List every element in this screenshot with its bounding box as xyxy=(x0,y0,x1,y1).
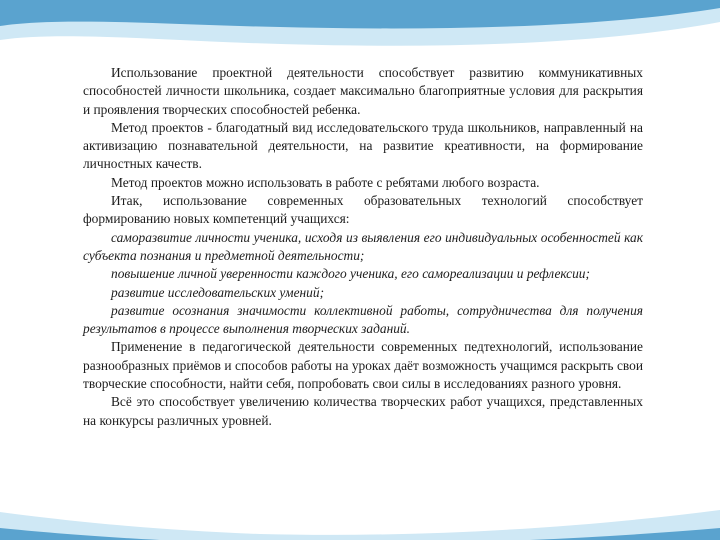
bullet-paragraph: развитие осознания значимости коллективной работы, сотрудничества для получения результатов в процессе выполнения творческих заданий. xyxy=(83,302,643,337)
bottom-wave-light xyxy=(0,510,720,540)
paragraph: Всё это способствует увеличению количества творческих работ учащихся, представленных на конкурсы различных уровней. xyxy=(83,394,643,428)
text-body xyxy=(83,64,643,430)
bullet-paragraph: повышение личной уверенности каждого ученика, его самореализации и рефлексии; xyxy=(111,266,590,282)
paragraph: Итак, использование современных образовательных технологий способствует формированию новых компетенций учащихся: xyxy=(83,193,643,227)
bullet-paragraph: развитие исследовательских умений; xyxy=(111,284,325,300)
bullet-paragraph: саморазвитие личности ученика, исходя из выявления его индивидуальных особенностей как субъекта познания и предметной деятельности; xyxy=(83,229,643,263)
paragraph: Метод проектов можно использовать в работе с ребятами любого возраста. xyxy=(111,174,540,190)
paragraph: Использование проектной деятельности способствует развитию коммуникативных способностей личности школьника, создает максимально благоприятные условия для раскрытия и проявления творческих способностей ребенка. xyxy=(83,65,643,117)
paragraph: Применение в педагогической деятельности современных педтехнологий, использование разнообразных приёмов и способов работы на уроках даёт возможность учащимся раскрыть свои творческие способности, найти себя, попробовать свои силы в исследованиях разного уровня. xyxy=(83,339,643,392)
paragraph: Метод проектов - благодатный вид исследовательского труда школьников, направленный на активизацию познавательной деятельности, на развитие креативности, на формирование личностных качеств. xyxy=(83,119,643,172)
